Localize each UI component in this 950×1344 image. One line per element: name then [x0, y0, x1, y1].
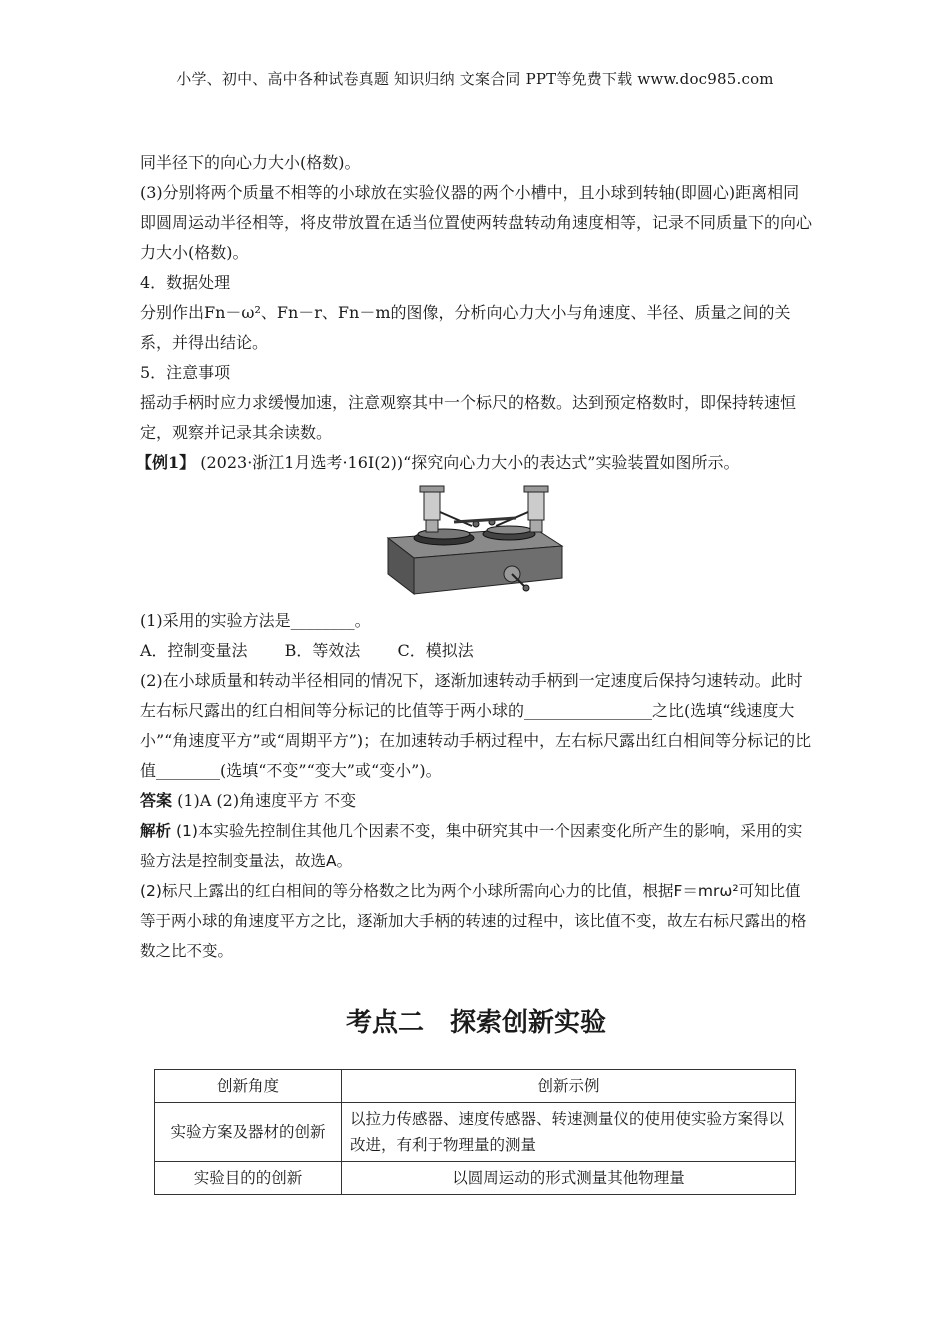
- question-1: (1)采用的实验方法是________。: [140, 611, 371, 630]
- paragraph: 摇动手柄时应力求缓慢加速，注意观察其中一个标尺的格数。达到预定格数时，即保持转速恒定，观察并记录其余读数。: [140, 393, 797, 442]
- section-title: 考点二 探索创新实验: [345, 1008, 606, 1038]
- analysis-label: 解析: [140, 822, 172, 840]
- table-cell: 实验目的的创新: [155, 1162, 342, 1195]
- table-header: 创新示例: [342, 1070, 796, 1103]
- section-heading: 4．数据处理: [140, 273, 231, 292]
- innovation-table: [154, 1069, 796, 1195]
- apparatus-figure: [384, 482, 568, 600]
- answer: [140, 786, 812, 816]
- option-c: C．模拟法: [397, 641, 474, 660]
- paragraph: 分别作出Fn－ω²、Fn－r、Fn－m的图像，分析向心力大小与角速度、半径、质量之间的关系，并得出结论。: [140, 303, 791, 352]
- option-a: A．控制变量法: [140, 641, 248, 660]
- table-row: [155, 1103, 796, 1162]
- example-text: (2023·浙江1月选考·16Ⅰ(2))“探究向心力大小的表达式”实验装置如图所示。: [195, 453, 740, 472]
- table-header: 创新角度: [155, 1070, 342, 1103]
- page-header: 小学、初中、高中各种试卷真题 知识归纳 文案合同 PPT等免费下载 www.doc985.com: [176, 70, 774, 88]
- example-tag: 【例1】: [136, 453, 196, 472]
- analysis-part-2: (2)标尺上露出的红白相间的等分格数之比为两个小球所需向心力的比值，根据F＝mrω²可知比值等于两小球的角速度平方之比，逐渐加大手柄的转速的过程中，该比值不变，故左右标尺露出的格数之比不变。: [140, 882, 807, 960]
- table-row: [155, 1162, 796, 1195]
- options: [140, 636, 812, 666]
- page-content: [136, 148, 813, 1195]
- paragraph: 同半径下的向心力大小(格数)。: [140, 153, 361, 172]
- option-b: B．等效法: [284, 641, 361, 660]
- answer-text: (1)A (2)角速度平方 不变: [172, 791, 357, 810]
- paragraph: (3)分别将两个质量不相等的小球放在实验仪器的两个小槽中，且小球到转轴(即圆心)距离相同即圆周运动半径相等，将皮带放置在适当位置使两转盘转动角速度相等，记录不同质量下的向心力大小(格数)。: [140, 183, 813, 262]
- analysis-part-1: [140, 816, 812, 876]
- section-heading: 5．注意事项: [140, 363, 231, 382]
- table-cell: 以拉力传感器、速度传感器、转速测量仪的使用使实验方案得以改进，有利于物理量的测量: [342, 1103, 796, 1162]
- analysis-text-1: (1)本实验先控制住其他几个因素不变，集中研究其中一个因素变化所产生的影响，采用的实验方法是控制变量法，故选A。: [140, 822, 803, 870]
- table-cell: 实验方案及器材的创新: [155, 1103, 342, 1162]
- answer-label: 答案: [140, 791, 173, 810]
- question-2: (2)在小球质量和转动半径相同的情况下，逐渐加速转动手柄到一定速度后保持匀速转动。此时左右标尺露出的红白相间等分标记的比值等于两小球的________________之比(选填“线速度大小”“角速度平方”或“周期平方”)；在加速转动手柄过程中，左右标尺露出红白相间等分标记的比值________(选填“不变”“变大”或“变小”)。: [140, 671, 812, 780]
- example-intro: [136, 448, 812, 478]
- table-cell: 以圆周运动的形式测量其他物理量: [342, 1162, 796, 1195]
- table-header-row: [155, 1070, 796, 1103]
